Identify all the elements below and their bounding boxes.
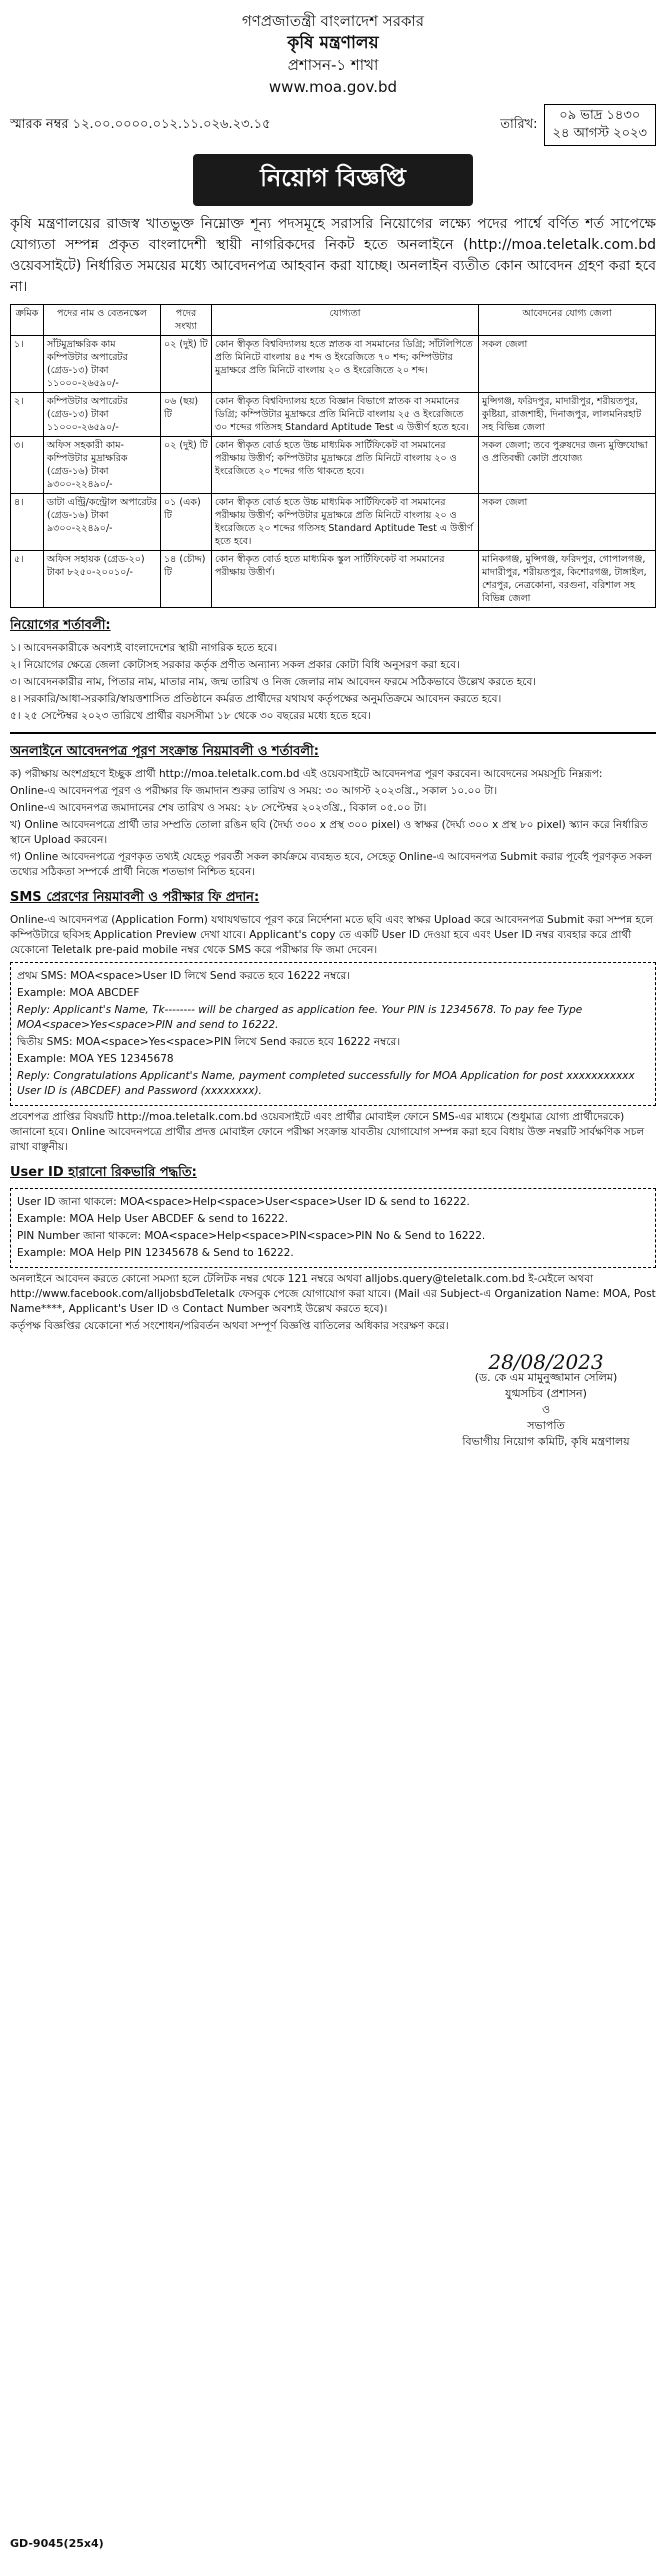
lost-id-example: Example: MOA Help User ABCDEF & send to 16222. [17,1213,288,1225]
row-qualification: কোন স্বীকৃত বিশ্ববিদ্যালয় হতে বিজ্ঞান বিভাগে স্নাতক বা সমমানের ডিগ্রি; কম্পিউটার মুদ্রাক্ষরে প্রতি মিনিটে বাংলায় ২৫ ও ইংরেজিতে ৩০ শব্দের গতিসহ Standard Aptitude Test এ উত্তীর্ণ হতে হবে। [212,393,479,437]
signatory-name: (ড. কে এম মামুনুজ্জামান সেলিম) [474,1371,618,1384]
table-row [11,551,656,608]
branch-name: প্রশাসন-১ শাখা [287,56,379,74]
row-count: ০২ (দুই) টি [161,437,212,494]
signatory-role: সভাপতি [527,1419,565,1432]
condition-item: ৫। ২৫ সেপ্টেম্বর ২০২৩ তারিখে প্রার্থীর বয়সসীমা ১৮ থেকে ৩০ বছরের মধ্যে হতে হবে। [10,710,371,722]
row-serial: ২। [11,393,44,437]
table-row [11,437,656,494]
header-qualification: যোগ্যতা [212,305,479,336]
conditions-list [10,641,656,724]
second-sms: দ্বিতীয় SMS: MOA<space>Yes<space>PIN লিখে Send করতে হবে 16222 নম্বরে। [17,1036,401,1048]
table-row [11,336,656,393]
row-count: ১৪ (চৌদ্দ) টি [161,551,212,608]
gd-code: GD-9045(25x4) [10,2537,104,2550]
section-divider [10,732,656,734]
intro-paragraph: কৃষি মন্ত্রণালয়ের রাজস্ব খাতভুক্ত নিম্নোক্ত শূন্য পদসমূহে সরাসরি নিয়োগের লক্ষ্যে পদের পার্শ্বে বর্ণিত শর্ত সাপেক্ষে যোগ্যতা সম্পন্ন প্রকৃত বাংলাদেশী স্থায়ী নাগরিকদের নিকট হতে অনলাইনে (http://moa.teletalk.com.bd ওয়েবসাইটে) নির্ধারিত সময়ের মধ্যে আবেদনপত্র আহবান করা যাচ্ছে। অনলাইন ব্যতীত কোন আবেদন গ্রহণ করা হবে না। [10,216,656,295]
header-district: আবেদনের যোগ্য জেলা [479,305,656,336]
table-row [11,393,656,437]
row-qualification: কোন স্বীকৃত বোর্ড হতে উচ্চ মাধ্যমিক সার্টিফিকেট বা সমমানের পরীক্ষায় উত্তীর্ণ; কম্পিউটার মুদ্রাক্ষরে প্রতি মিনিটে বাংলায় ২০ ও ইংরেজিতে ২০ শব্দের গতিসহ Standard Aptitude Test এ উত্তীর্ণ হতে হবে। [212,494,479,551]
row-post: ডাটা এন্ট্রি/কন্ট্রোল অপারেটর (গ্রেড-১৬) টাকা ৯৩০০-২২৪৯০/- [44,494,161,551]
final-note: কর্তৃপক্ষ বিজ্ঞপ্তির যেকোনো শর্ত সংশোধন/পরিবর্তন অথবা সম্পূর্ণ বিজ্ঞপ্তি বাতিলের অধিকার সংরক্ষণ করে। [10,1320,449,1332]
sms-box [10,962,656,1106]
table-header-row [11,305,656,336]
reply-one: Reply: Applicant's Name, Tk-------- will be charged as application fee. Your PIN is 12345678. To pay fee Type MOA<space>Yes<space>PIN and send to 16222. [17,1004,583,1031]
online-item: খ) Online আবেদনপত্রে প্রার্থী তার সম্প্রতি তোলা রঙিন ছবি (দৈর্ঘ্য ৩০০ x প্রস্থ ৩০০ pixel) ও স্বাক্ষর (দৈর্ঘ্য ৩০০ x প্রস্থ ৮০ pixel) স্ক্যান করে নির্ধারিত স্থানে Upload করবেন। [10,819,648,846]
online-list [10,767,656,880]
row-district: সকল জেলা [479,336,656,393]
row-qualification: কোন স্বীকৃত বোর্ড হতে উচ্চ মাধ্যমিক সার্টিফিকেট বা সমমানের পরীক্ষায় উত্তীর্ণ; কম্পিউটার মুদ্রাক্ষরে প্রতি মিনিটে বাংলায় ২০ ও ইংরেজিতে ২০ শব্দের গতি থাকতে হবে। [212,437,479,494]
reference-row [10,104,656,146]
signatory-committee: বিভাগীয় নিয়োগ কমিটি, কৃষি মন্ত্রণালয় [462,1435,630,1448]
condition-item: ৩। আবেদনকারীর নাম, পিতার নাম, মাতার নাম, জন্ম তারিখ ও নিজ জেলার নাম আবেদন ফরমে সঠিকভাবে উল্লেখ করতে হবে। [10,676,537,688]
row-serial: ১। [11,336,44,393]
online-item: Online-এ আবেদনপত্র জমাদানের শেষ তারিখ ও সময়: ২৮ সেপ্টেম্বর ২০২৩খ্রি., বিকাল ০৫.০০ টা। [10,802,427,814]
row-serial: ৫। [11,551,44,608]
lost-id-box [10,1188,656,1268]
website: www.moa.gov.bd [268,78,398,96]
date-label: তারিখ: [500,116,538,132]
dates [544,104,656,146]
date-english: ২৪ আগস্ট ২০২৩ [552,126,647,141]
handwritten-signature: 28/08/2023 [488,1350,604,1374]
online-item: ক) পরীক্ষায় অংশগ্রহণে ইচ্ছুক প্রার্থী http://moa.teletalk.com.bd এই ওয়েবসাইটে আবেদনপত্র পূরণ করবেন। আবেদনের সময়সূচি নিম্নরূপ: [10,768,603,780]
notice-title: নিয়োগ বিজ্ঞপ্তি [193,154,473,206]
row-post: অফিস সহায়ক (গ্রেড-২০) টাকা ৮২৫০-২০০১০/- [44,551,161,608]
row-post: অফিস সহকারী কাম-কম্পিউটার মুদ্রাক্ষরিক (গ্রেড-১৬) টাকা ৯৩০০-২২৪৯০/- [44,437,161,494]
online-title: অনলাইনে আবেদনপত্র পূরণ সংক্রান্ত নিয়মাবলী ও শর্তাবলী: [10,744,319,759]
admit-card-text: প্রবেশপত্র প্রাপ্তির বিষয়টি http://moa.teletalk.com.bd ওয়েবসাইটে এবং প্রার্থীর মোবাইল ফোনে SMS-এর মাধ্যমে (শুধুমাত্র যোগ্য প্রার্থীদেরকে) জানানো হবে। Online আবেদনপত্রে প্রার্থীর প্রদত্ত মোবাইল ফোনে পরীক্ষা সংক্রান্ত যাবতীয় যোগাযোগ সম্পন্ন করা হবে বিধায় উক্ত নম্বরটি সার্বক্ষণিক সচল রাখা বাঞ্ছনীয়। [10,1111,645,1153]
condition-item: ২। নিয়োগের ক্ষেত্রে জেলা কোটাসহ সরকার কর্তৃক প্রণীত অন্যান্য সকল প্রকার কোটা বিধি অনুসরণ করা হবে। [10,659,460,671]
online-item: গ) Online আবেদনপত্রে পূরণকৃত তথ্যই যেহেতু পরবর্তী সকল কার্যক্রমে ব্যবহৃত হবে, সেহেতু Online-এ আবেদনপত্র Submit করার পূর্বেই পূরণকৃত সকল তথ্যের সঠিকতা সম্পর্কে প্রার্থী নিজে শতভাগ নিশ্চিত হবেন। [10,851,652,878]
signatory-and: ও [541,1403,551,1416]
date-bangla: ০৯ ভাদ্র ১৪৩০ [559,108,641,123]
row-count: ০২ (দুই) টি [161,336,212,393]
lost-id-title: User ID হারানো রিকভারি পদ্ধতি: [10,1165,197,1180]
condition-item: ৪। সরকারি/আধা-সরকারি/স্বায়ত্তশাসিত প্রতিষ্ঠানে কর্মরত প্রার্থীদের যথাযথ কর্তৃপক্ষের অনুমতিক্রমে আবেদন করতে হবে। [10,693,502,705]
sms-title: SMS প্রেরণের নিয়মাবলী ও পরীক্ষার ফি প্রদান: [10,890,260,905]
sms-text: Online-এ আবেদনপত্র (Application Form) যথাযথভাবে পূরণ করে নির্দেশনা মতে ছবি এবং স্বাক্ষর Upload করে আবেদনপত্র Submit করা সম্পন্ন হলে কম্পিউটারে ছবিসহ Application Preview দেখা যাবে। Applicant's copy তে একটি User ID দেওয়া হবে এবং User ID নম্বর ব্যবহার করে প্রার্থী যেকোনো Teletalk pre-paid mobile নম্বর থেকে SMS করে পরীক্ষার ফি জমা দেবেন। [10,914,654,956]
header [10,10,656,98]
memo-number: স্মারক নম্বর ১২.০০.০০০০.০১২.১১.০২৬.২৩.১৫ [10,116,271,132]
second-example: Example: MOA YES 12345678 [17,1053,174,1065]
row-count: ০৬ (ছয়) টি [161,393,212,437]
notice-page [10,10,656,2550]
lost-pin-example: Example: MOA Help PIN 12345678 & Send to 16222. [17,1247,294,1259]
contact-text: অনলাইনে আবেদন করতে কোনো সমস্যা হলে টেলিটক নম্বর থেকে 121 নম্বরে অথবা alljobs.query@teletalk.com.bd ই-মেইলে অথবা http://www.facebook.com/alljobsbdTeletalk ফেসবুক পেজে যোগাযোগ করা যাবে। (Mail এর Subject-এ Organization Name: MOA, Post Name****, Applicant's User ID ও Contact Number অবশ্যই উল্লেখ করতে হবে)। [10,1273,656,1315]
row-district: মুন্সিগঞ্জ, ফরিদপুর, মাদারীপুর, শরীয়তপুর, কুষ্টিয়া, রাজশাহী, দিনাজপুর, লালমনিরহাট সহ বিভিন্ন জেলা [479,393,656,437]
lost-id-line: User ID জানা থাকলে: MOA<space>Help<space>User<space>User ID & send to 16222. [17,1196,470,1208]
row-district: সকল জেলা [479,494,656,551]
condition-item: ১। আবেদনকারীকে অবশ্যই বাংলাদেশের স্থায়ী নাগরিক হতে হবে। [10,642,278,654]
row-serial: ৪। [11,494,44,551]
header-post: পদের নাম ও বেতনস্কেল [44,305,161,336]
row-serial: ৩। [11,437,44,494]
signature-block [436,1350,656,1450]
ministry-name: কৃষি মন্ত্রণালয় [287,33,379,53]
conditions-title: নিয়োগের শর্তাবলী: [10,618,111,633]
row-post: সাঁটমুদ্রাক্ষরিক কাম কম্পিউটার অপারেটর (গ্রেড-১৩) টাকা ১১০০০-২৬৫৯০/- [44,336,161,393]
first-example: Example: MOA ABCDEF [17,987,140,999]
row-district: সকল জেলা; তবে পুরুষদের জন্য মুক্তিযোদ্ধা ও প্রতিবন্ধী কোটা প্রযোজ্য [479,437,656,494]
row-qualification: কোন স্বীকৃত বোর্ড হতে মাধ্যমিক স্কুল সার্টিফিকেট বা সমমানের পরীক্ষায় উত্তীর্ণ। [212,551,479,608]
lost-pin-line: PIN Number জানা থাকলে: MOA<space>Help<space>PIN<space>PIN No & Send to 16222. [17,1230,486,1242]
reply-two: Reply: Congratulations Applicant's Name, payment completed successfully for MOA Application for post xxxxxxxxxxx User ID is (ABCDEF) and Password (xxxxxxxx). [17,1070,635,1097]
posts-table [10,304,656,608]
govt-name: গণপ্রজাতন্ত্রী বাংলাদেশ সরকার [241,12,425,30]
date-box [500,104,656,146]
header-serial: ক্রমিক [11,305,44,336]
online-item: Online-এ আবেদনপত্র পূরণ ও পরীক্ষার ফি জমাদান শুরুর তারিখ ও সময়: ৩০ আগস্ট ২০২৩খ্রি., সকাল ১০.০০ টা। [10,785,498,797]
row-post: কম্পিউটার অপারেটর (গ্রেড-১৩) টাকা ১১০০০-২৬৫৯০/- [44,393,161,437]
row-qualification: কোন স্বীকৃত বিশ্ববিদ্যালয় হতে স্নাতক বা সমমানের ডিগ্রি; সাঁটলিপিতে প্রতি মিনিটে বাংলায় ৪৫ শব্দ ও ইংরেজিতে ৭০ শব্দ; কম্পিউটার মুদ্রাক্ষরে প্রতি মিনিটে বাংলায় ২০ ও ইংরেজিতে ২০ শব্দ। [212,336,479,393]
header-count: পদের সংখ্যা [161,305,212,336]
first-sms: প্রথম SMS: MOA<space>User ID লিখে Send করতে হবে 16222 নম্বরে। [17,970,351,982]
signatory-title: যুগ্মসচিব (প্রশাসন) [505,1387,587,1400]
row-count: ০১ (এক) টি [161,494,212,551]
table-row [11,494,656,551]
row-district: মানিকগঞ্জ, মুন্সিগঞ্জ, ফরিদপুর, গোপালগঞ্জ, মাদারীপুর, শরীয়তপুর, কিশোরগঞ্জ, টাঙ্গাইল, শেরপুর, নেত্রকোনা, বরগুনা, বরিশাল সহ বিভিন্ন জেলা [479,551,656,608]
